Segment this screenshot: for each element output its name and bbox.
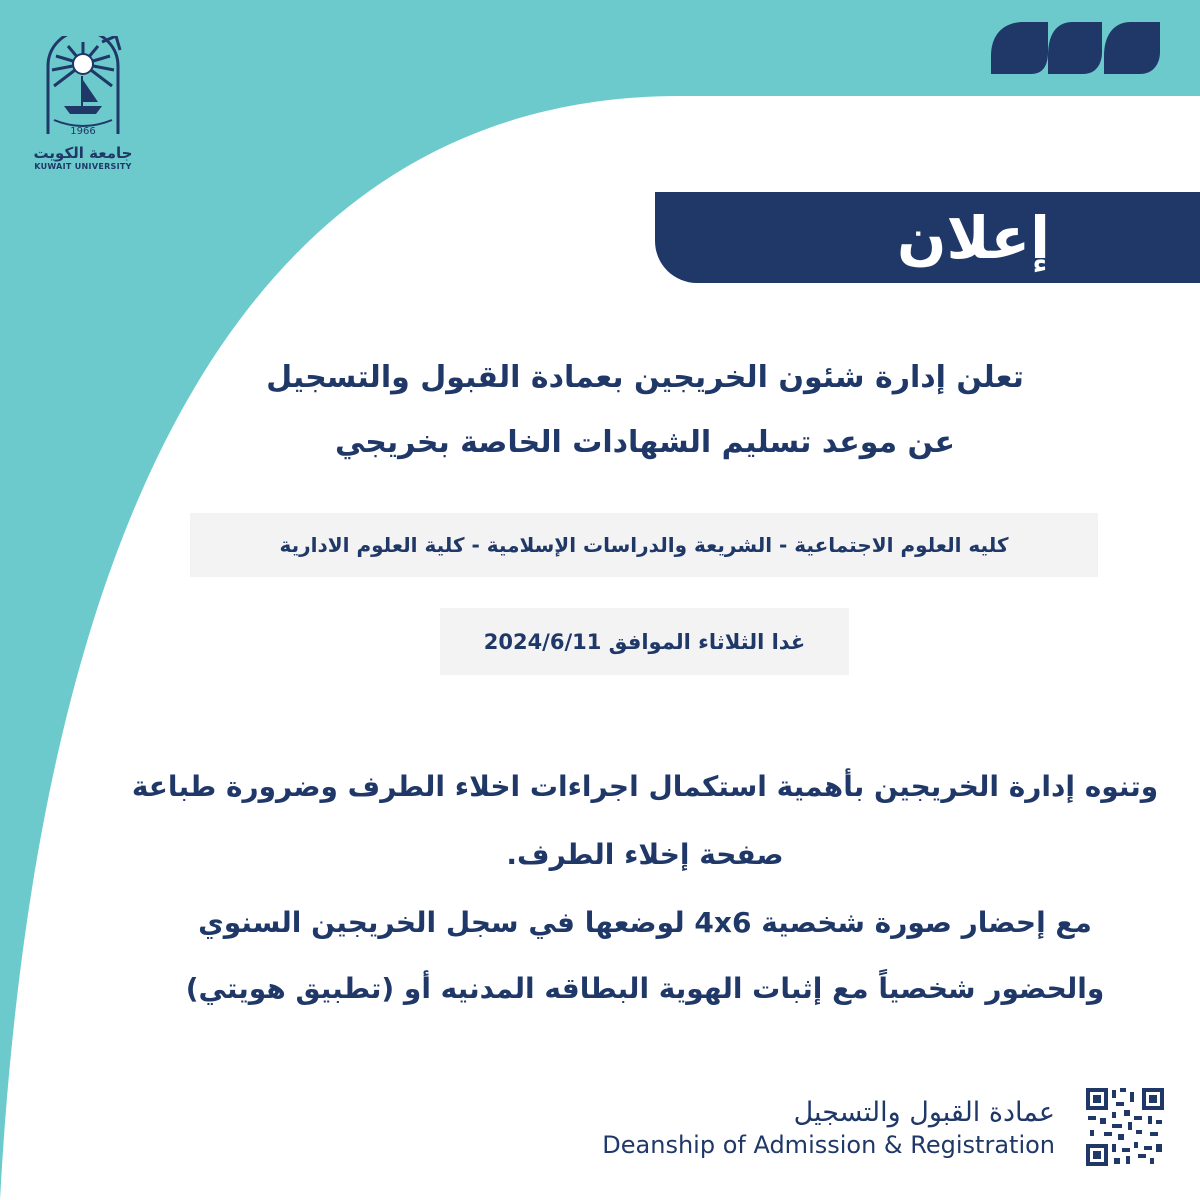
decor-leaf-shapes (991, 22, 1160, 74)
university-seal-icon (40, 36, 126, 142)
logo-year: 1966 (70, 126, 96, 137)
logo-name-en: KUWAIT UNIVERSITY (34, 162, 132, 171)
qr-code-icon[interactable] (1086, 1088, 1164, 1166)
note-line-1: وتنوه إدارة الخريجين بأهمية استكمال اجراءات اخلاء الطرف وضرورة طباعة (131, 770, 1159, 803)
university-logo (28, 36, 138, 171)
note-line-2: صفحة إخلاء الطرف. (506, 838, 784, 871)
announcement-badge (655, 192, 1200, 283)
footer-name-ar: عمادة القبول والتسجيل (793, 1097, 1055, 1128)
intro-line-2: عن موعد تسليم الشهادات الخاصة بخريجي (334, 425, 956, 460)
logo-name-ar: جامعة الكويت (33, 144, 133, 162)
decor-leaf-3 (1104, 22, 1160, 74)
date-box: غدا الثلاثاء الموافق 2024/6/11 (440, 608, 849, 675)
decor-leaf-2 (1048, 22, 1102, 74)
footer-name-en: Deanship of Admission & Registration (602, 1131, 1055, 1159)
note-line-3: مع إحضار صورة شخصية 4x6 لوضعها في سجل الخريجين السنوي (198, 906, 1092, 939)
intro-line-1: تعلن إدارة شئون الخريجين بعمادة القبول والتسجيل (266, 360, 1024, 395)
colleges-box: كليه العلوم الاجتماعية - الشريعة والدراسات الإسلامية - كلية العلوم الادارية (190, 513, 1098, 577)
announcement-title: إعلان (896, 203, 1050, 272)
note-line-4: والحضور شخصياً مع إثبات الهوية البطاقه المدنيه أو (تطبيق هويتي) (185, 972, 1105, 1005)
